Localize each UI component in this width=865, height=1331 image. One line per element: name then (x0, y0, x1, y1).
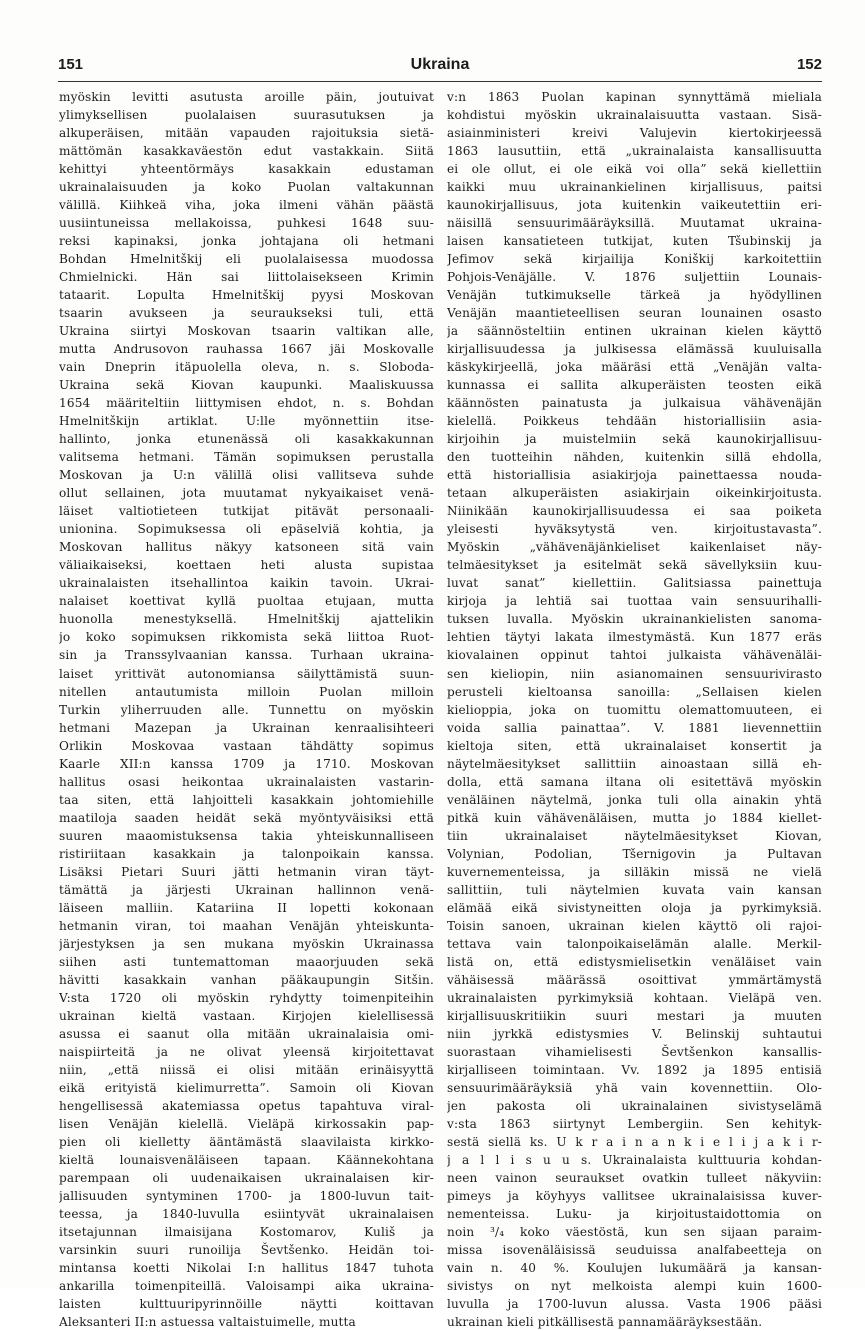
text-line: Chmielnicki. Hän sai liittolaisekseen Krimin (59, 270, 434, 285)
text-line: sen kieliopin, niin asianomainen sensuurivirasto (447, 666, 822, 681)
text-line: den tuotteihin nähden, kuitenkin sillä ehdolla, (447, 450, 822, 465)
text-line: Volynian, Podolian, Tšernigovin ja Pultavan (447, 846, 822, 861)
text-line: kielioppia, joka on tuomittu olemattomuuteen, ei (447, 702, 822, 717)
text-line: uusiintuneissa mellakoissa, puhkesi 1648 suu- (59, 216, 434, 231)
left-text-column (59, 88, 434, 1331)
text-line: siihen asti tuntemattoman maaorjuuden sekä (59, 954, 434, 969)
text-line: huonolla menestyksellä. Hmelnitškij ajattelikin (59, 612, 434, 627)
text-line: pitkä kuin vähävenäläisen, mutta jo 1884 kiellet- (447, 810, 822, 825)
text-line: hallitus osasi heikontaa ukrainalaisten vastarin- (59, 774, 434, 789)
text-line: tetaan alkuperäisten asiakirjain oikeinkirjoitusta. (447, 486, 822, 501)
text-line: asiainministeri kreivi Valujevin kiertokirjeessä (447, 126, 822, 141)
text-line: kohdistui myöskin ukrainalaisuutta vastaan. Sisä- (447, 108, 822, 123)
right-text-column (447, 88, 822, 1331)
text-line: listä on, että edistysmielisetkin venäläiset vain (447, 954, 822, 969)
text-line: v:sta 1863 siirtynyt Lembergiin. Sen kehityk- (447, 1116, 822, 1131)
text-line: Venäjän tutkimukselle tärkeä ja hyödyllinen (447, 288, 822, 303)
text-line: vähäisessä määrässä osoittivat ymmärtämystä (447, 972, 822, 987)
text-line: väliaikaiseksi, koettaen heti alusta supistaa (59, 558, 434, 573)
text-line: että historiallisia asiakirjoja painettaessa nouda- (447, 468, 822, 483)
text-line: niin, „että niissä ei olisi mitään erinäisyyttä (59, 1062, 434, 1077)
text-line: ukrainalaisten itsehallintoa kaikin tavoin. Ukrai- (59, 576, 434, 591)
text-line: kuvernementeissa, ja silläkin missä ne vielä (447, 864, 822, 879)
text-line: läiset valtiotieteen tutkijat pitävät personaali- (59, 504, 434, 519)
text-line: parempaan oli uudenaikaisen ukrainalaisen kir- (59, 1170, 434, 1185)
text-line: hetmani Mazepan ja Ukrainan kenraalisihteeri (59, 720, 434, 735)
text-line: kieltä lounaisvenäläiseen tapaan. Käännekohtana (59, 1152, 434, 1167)
text-line: maatiloja saaden heidät sekä myöntyväisiksi että (59, 810, 434, 825)
text-line: v:n 1863 Puolan kapinan synnyttämä mieliala (447, 90, 822, 104)
text-line: kirjoja ja lehtiä sai tuottaa vain sensuurihalli- (447, 594, 822, 609)
text-line: käskykirjeellä, joka määräsi että „Venäjän valta- (447, 360, 822, 375)
text-line: unionina. Sopimuksessa oli epäselviä kohtia, ja (59, 522, 434, 537)
text-line: ukrainan kieltä vastaan. Kirjojen kielellisessä (59, 1008, 434, 1023)
text-line: ja säännösteltiin entinen ukrainan kielen käyttö (447, 324, 822, 339)
text-line: kunnassa ei sallita alkuperäisten teosten eikä (447, 378, 822, 393)
header-rule (58, 81, 822, 82)
text-line: mättömän kasakkaväestön edut vastakkain. Siitä (59, 144, 434, 159)
running-head (58, 56, 822, 78)
text-line: telmäesitykset ja esitelmät sekä sävellyksiin kuu- (447, 558, 822, 573)
text-line: nalaiset koettivat kyllä puoltaa etujaan, mutta (59, 594, 434, 609)
text-line: laisen kansatieteen tutkijat, kuten Tšubinskij ja (447, 234, 822, 249)
text-line: ankarilla toimenpiteillä. Valoisampi aika ukraina- (59, 1279, 434, 1294)
text-line: ei ole ollut, ei ole eikä voi olla” sekä kiellettiin (447, 162, 822, 177)
text-line: kehittyi yhteentörmäys kasakkain edustaman (59, 162, 434, 177)
text-line: missa isovenäläisissä seuduissa analfabeetteja on (447, 1243, 822, 1257)
text-line: kirjalliseen toimintaan. Vv. 1892 ja 1895 entisiä (447, 1062, 822, 1077)
text-line: Ukraina sekä Kiovan kaupunki. Maaliskuussa (59, 378, 434, 393)
text-line: niin jyrkkä edistysmies V. Belinskij suhtautui (447, 1026, 822, 1041)
text-line: hetmanin viran, toi maahan Venäjän yhteiskunta- (59, 918, 434, 933)
page-title: Ukraina (410, 56, 470, 73)
text-line: valitsema hetmani. Tämän sopimuksen perustalla (59, 450, 434, 465)
text-line: välillä. Kiihkeä viha, joka ilmeni vähän päästä (59, 198, 434, 213)
text-line: Bohdan Hmelnitškij eli puolalaisessa muodossa (59, 252, 434, 267)
text-line: lehtien täytyi lakata ilmestymästä. Kun 1877 eräs (447, 630, 822, 645)
text-line: vain Dneprin itäpuolella oleva, n. s. Sloboda- (59, 360, 434, 375)
text-line: tuksen luvalla. Myöskin ukrainankielisten sanoma- (447, 612, 822, 627)
text-line: tiin ukrainalaiset näytelmäesitykset Kiovan, (447, 828, 822, 843)
text-line: Jefimov sekä kirjailija Koniškij karkoitettiin (447, 252, 822, 267)
text-line: 1863 lausuttiin, että „ukrainalaista kansallisuutta (447, 144, 822, 159)
text-line: hävitti kasakkain vanhan pääkaupungin Sitšin. (59, 972, 434, 987)
text-line: ukrainan kieli pitkällisestä pannamääräyksestään. (447, 1315, 763, 1330)
text-line: elämää eikä sivistyneitten oloja ja pyrkimyksiä. (447, 900, 822, 915)
text-line: Orlikin Moskovaa vastaan tähdätty sopimus (59, 738, 434, 753)
text-line: tettava vain talonpoikaiselämän alalle. Merkil- (447, 936, 822, 951)
text-line: voida sallia painattaa”. V. 1881 lievennettiin (447, 720, 822, 735)
text-line: tsaarin avukseen ja seuraukseksi tuli, että (59, 306, 434, 321)
text-line: laisten kulttuuripyrinnöille näytti koittavan (59, 1297, 434, 1312)
text-line: käännösten painatusta ja julkaisua vähävenäjän (447, 396, 822, 411)
text-line: vain n. 40 %. Koulujen lukumäärä ja kansan- (447, 1261, 822, 1276)
text-line: luvat sanat” kiellettiin. Galitsiassa painettuja (447, 576, 822, 591)
text-line: noin ³/₄ koko väestöstä, kun sen sijaan paraim- (447, 1224, 822, 1239)
text-line: kielellä. Poikkeus tehdään historiallisiin asia- (447, 414, 822, 429)
text-line: j a l l i s u u s. Ukrainalaista kulttuuria kohdan- (447, 1152, 822, 1167)
text-line: kirjallisuudessa ja julkisessa elämässä kuuluisalla (447, 342, 822, 357)
text-line: sestä siellä ks. U k r a i n a n k i e l i j a k i r- (447, 1134, 822, 1149)
text-line: ukrainalaisten pyrkimyksiä kohtaan. Vieläpä ven. (447, 990, 822, 1005)
text-line: tämättä ja järjesti Ukrainan hallinnon venä- (59, 882, 434, 897)
text-line: V:sta 1720 oli myöskin ryhdytty toimenpiteihin (59, 990, 434, 1005)
text-line: teessa, ja 1840-luvulla esiintyvät ukrainalaisen (59, 1206, 434, 1221)
text-line: venäläinen näytelmä, jonka tuli olla ainakin yhtä (447, 792, 822, 807)
text-line: reksi kapinaksi, jonka johtajana oli hetmani (59, 234, 434, 249)
text-line: neen vainon seuraukset ovatkin tulleet näkyviin: (447, 1170, 822, 1185)
text-line: ristiriitaan kasakkain ja talonpoikain kanssa. (59, 846, 434, 861)
text-line: hallinto, jonka etunenässä oli kasakkakunnan (59, 432, 434, 447)
text-line: Pohjois-Venäjälle. V. 1876 suljettiin Lounais- (447, 270, 822, 285)
text-line: kieltoja siten, että ukrainalaiset konsertit ja (447, 738, 822, 753)
text-line: lisen Venäjän kielellä. Vieläpä kirkossakin pap- (59, 1116, 434, 1131)
text-line: näytelmäesitykset sallittiin ainoastaan sillä eh- (447, 756, 822, 771)
text-line: kirjallisuuskritiikin suuri mestari ja muuten (447, 1008, 822, 1023)
text-line: yleisesti hyväksytystä ven. kirjoitustavasta”. (447, 522, 822, 537)
text-line: ollut sellainen, jota muutamat nykyaikaiset venä- (59, 486, 434, 501)
text-line: kaunokirjallisuus, jota kuitenkin vaikeutettiin eri- (447, 198, 822, 213)
text-line: asussa ei saanut olla mitään ukrainalaisia omi- (59, 1026, 434, 1041)
text-line: dolla, että samana iltana oli esitettävä myöskin (447, 774, 822, 789)
text-line: Toisin sanoen, ukrainan kielen käyttö oli rajoi- (447, 918, 822, 933)
text-line: taa siten, että lahjoitteli kasakkain johtomiehille (59, 792, 434, 807)
text-line: Ukraina siirtyi Moskovan tsaarin valtikan alle, (59, 324, 434, 339)
text-line: 1654 määriteltiin liittymisen ehdot, n. s. Bohdan (59, 396, 434, 411)
text-line: Turkin yliherruuden alle. Tunnettu on myöskin (59, 702, 434, 717)
text-line: Lisäksi Pietari Suuri jätti hetmanin viran täyt- (59, 864, 434, 879)
text-line: perusteli kieltoansa sanoilla: „Sellaisen kielen (447, 684, 822, 699)
text-line: Aleksanteri II:n astuessa valtaistuimelle, mutta (59, 1315, 356, 1330)
text-line: järjestyksen ja sen mukana myöskin Ukrainassa (59, 936, 434, 951)
text-line: Kaarle XII:n kanssa 1709 ja 1710. Moskovan (59, 756, 434, 771)
text-line: kiovalainen oppinut tahtoi julkaista vähävenäläi- (447, 648, 822, 663)
text-line: alkuperäisen, mitään vapauden rajoituksia sietä- (59, 126, 434, 141)
text-line: luvulla ja 1700-luvun alussa. Vasta 1906 pääsi (447, 1297, 822, 1312)
text-line: Moskovan hallitus näkyy katsoneen sitä vain (59, 540, 434, 555)
text-line: jallisuuden syntyminen 1700- ja 1800-luvun tait- (59, 1188, 434, 1203)
text-line: naispiirteitä ja ne olivat yleensä kirjoitettavat (59, 1044, 434, 1059)
text-line: Niinikään kaunokirjallisuudessa ei saa poiketa (447, 504, 822, 519)
text-line: mutta Andrusovon rauhassa 1667 jäi Moskovalle (59, 342, 434, 357)
text-line: läiseen malliin. Katariina II lopetti kokonaan (59, 900, 434, 915)
text-line: myöskin levitti asutusta aroille päin, joutuivat (59, 90, 434, 104)
page-number-right: 152 (796, 56, 822, 73)
text-line: jen pakosta oli ukrainalainen sivistyselämä (447, 1098, 822, 1113)
text-line: sensuurimääräyksiä yhä vain kovennettiin. Olo- (447, 1080, 822, 1095)
text-line: pien oli kielletty ääntämästä slaavilaista kirkko- (59, 1134, 434, 1149)
text-line: nementeissa. Luku- ja kirjoitustaidottomia on (447, 1206, 822, 1221)
text-line: eikä erityistä kielimurretta”. Samoin oli Kiovan (59, 1080, 434, 1095)
text-line: tataarit. Lopulta Hmelnitškij pyysi Moskovan (59, 288, 434, 303)
text-line: näisillä sensuurimääräyksillä. Muutamat ukraina- (447, 216, 822, 231)
text-line: itsetajunnan ilmaisijana Kostomarov, Kuliš ja (59, 1224, 434, 1239)
text-line: Venäjän maantieteellisen seuran lounainen osasto (447, 306, 822, 321)
text-line: suorastaan vihamielisesti Ševtšenkon kansallis- (447, 1044, 822, 1059)
text-line: ukrainalaisuuden ja koko Puolan valtakunnan (59, 180, 434, 195)
text-line: jo koko sopimuksen rikkomista sekä liittoa Ruot- (59, 630, 434, 645)
text-line: Myöskin „vähävenäjänkieliset kaikenlaiset näy- (447, 540, 822, 555)
text-line: Hmelnitškijn artiklat. U:lle myönnettiin itse- (59, 414, 434, 429)
text-line: ylimyksellisen puolalaisen suurasutuksen ja (59, 108, 434, 123)
text-line: pimeys ja köyhyys vallitsee ukrainalaisissa kuver- (447, 1188, 822, 1203)
text-line: varsinkin suuri runoilija Ševtšenko. Heidän toi- (59, 1243, 434, 1257)
page-number-left: 151 (58, 56, 84, 73)
text-line: suuren maaomistuksensa takia yhteiskunnalliseen (59, 828, 434, 843)
text-line: sin ja Transsylvaanian kanssa. Turhaan ukraina- (59, 648, 434, 663)
text-line: nitellen antautumista milloin Puolan milloin (59, 684, 434, 699)
text-line: laiset yrittivät autonomiansa säilyttämistä suun- (59, 666, 434, 681)
text-line: sallittiin, tuli näytelmien kuvata vain kansan (447, 882, 822, 897)
text-line: kaikki muu ukrainankielinen kirjallisuus, paitsi (447, 180, 822, 195)
text-line: Moskovan ja U:n välillä olisi vallitseva suhde (59, 468, 434, 483)
text-line: hengellisessä akatemiassa opetus tapahtuva viral- (59, 1098, 434, 1113)
text-line: sivistys on nyt melkoista alempi kuin 1600- (447, 1279, 822, 1294)
text-line: kirjoihin ja muistelmiin sekä kaunokirjallisuu- (447, 432, 822, 447)
text-line: mintansa koetti Nikolai I:n hallitus 1847 tuhota (59, 1261, 434, 1276)
